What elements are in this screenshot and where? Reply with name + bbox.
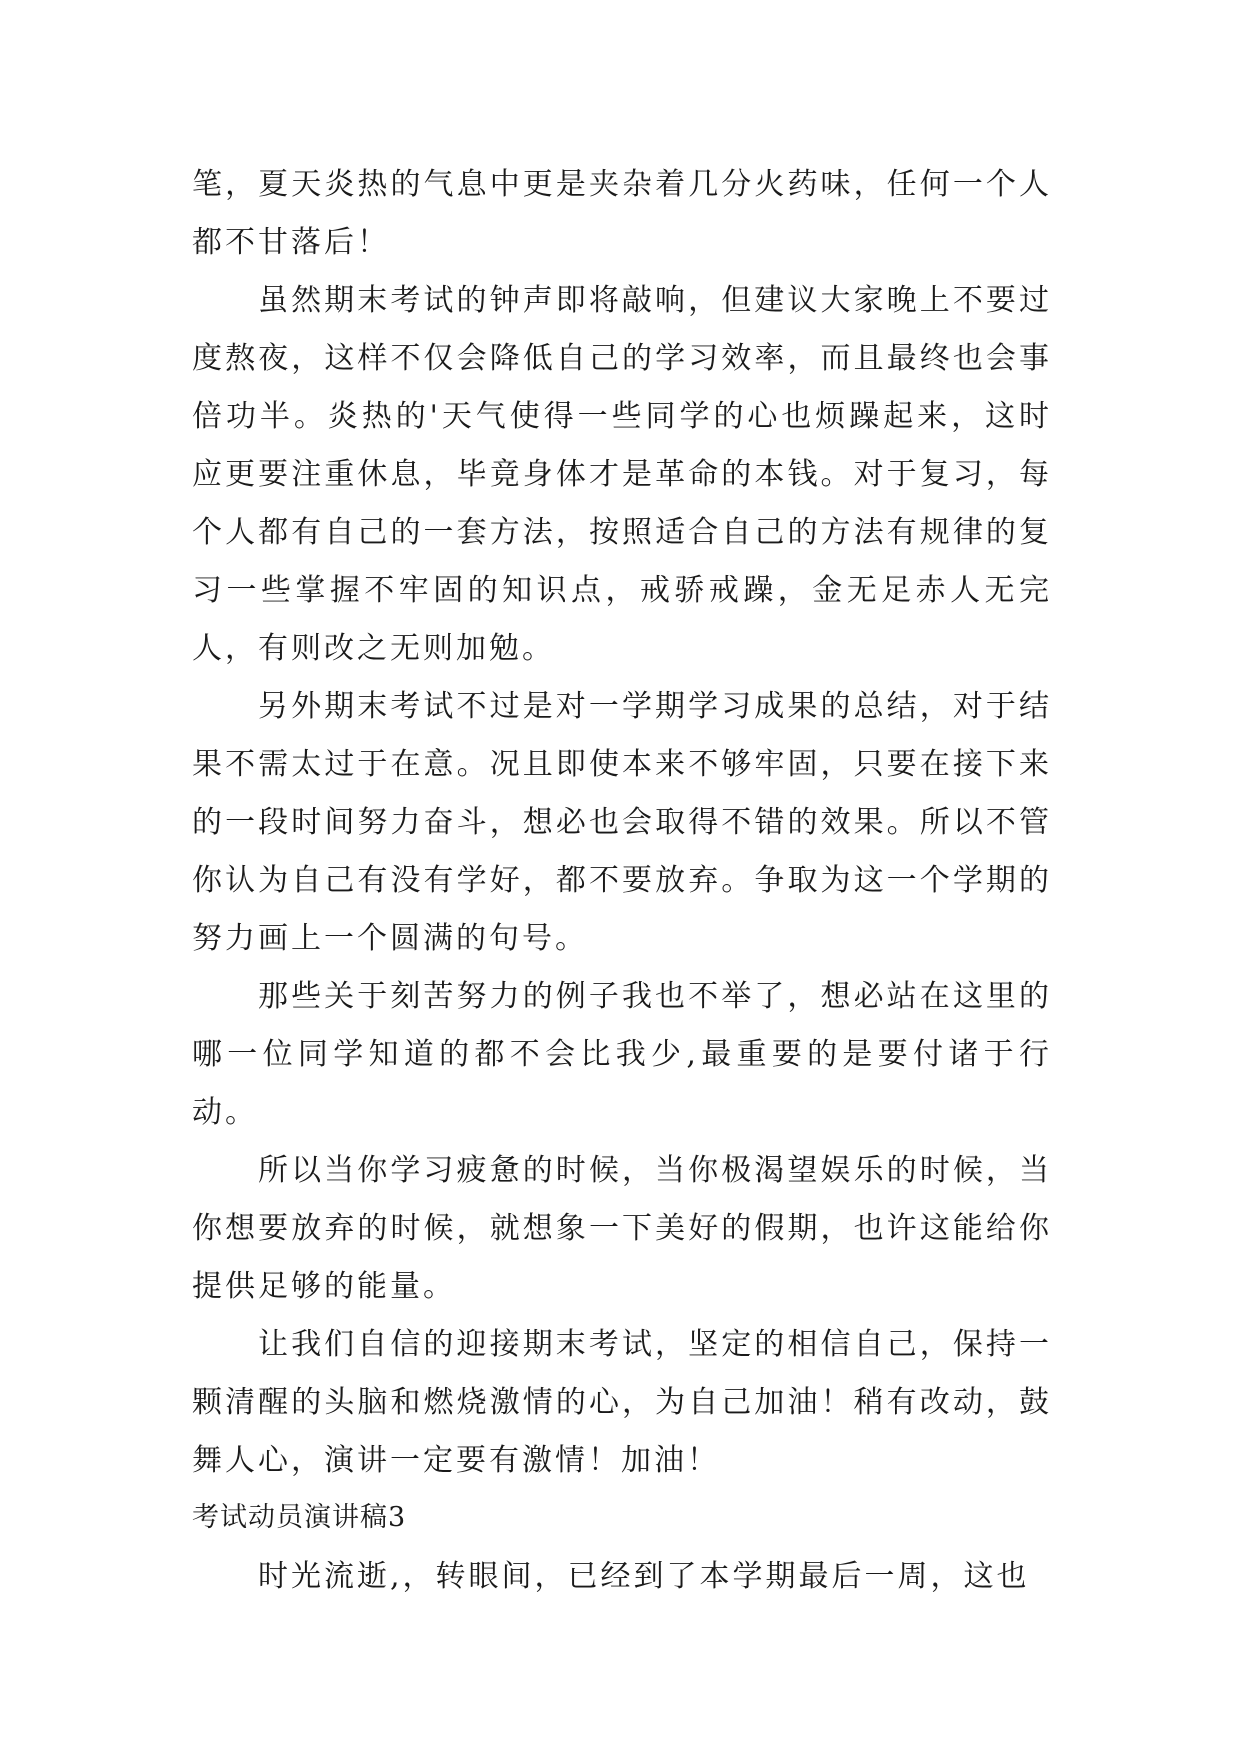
- paragraph-continuation: 笔，夏天炎热的气息中更是夹杂着几分火药味，任何一个人都不甘落后！: [192, 167, 1052, 260]
- paragraph-holiday: 所以当你学习疲惫的时候，当你极渴望娱乐的时候，当你想要放弃的时候，就想象一下美好的假期，也许这能给你提供足够的能量。: [192, 1153, 1052, 1304]
- paragraph-encouragement: 让我们自信的迎接期末考试，坚定的相信自己，保持一颗清醒的头脑和燃烧激情的心，为自己加油！稍有改动，鼓舞人心，演讲一定要有激情！加油！: [192, 1327, 1052, 1478]
- paragraph-advice-rest: 虽然期末考试的钟声即将敲响，但建议大家晚上不要过度熬夜，这样不仅会降低自己的学习效率，而且最终也会事倍功半。炎热的'天气使得一些同学的心也烦躁起来，这时应更要注重休息，毕竟身体才是革命的本钱。对于复习，每个人都有自己的一套方法，按照适合自己的方法有规律的复习一些掌握不牢固的知识点，戒骄戒躁，金无足赤人无完人，有则改之无则加勉。: [192, 283, 1052, 666]
- section-heading: 考试动员演讲稿3: [192, 1502, 407, 1533]
- paragraph-speech-3-start: 时光流逝,，转眼间，已经到了本学期最后一周，这也: [258, 1559, 1030, 1594]
- paragraph-action: 那些关于刻苦努力的例子我也不举了，想必站在这里的哪一位同学知道的都不会比我少,最重要的是要付诸于行动。: [192, 979, 1052, 1130]
- paragraph-exam-summary: 另外期末考试不过是对一学期学习成果的总结，对于结果不需太过于在意。况且即使本来不够牢固，只要在接下来的一段时间努力奋斗，想必也会取得不错的效果。所以不管你认为自己有没有学好，都不要放弃。争取为这一个学期的努力画上一个圆满的句号。: [192, 689, 1052, 956]
- document-body: [192, 156, 1052, 1606]
